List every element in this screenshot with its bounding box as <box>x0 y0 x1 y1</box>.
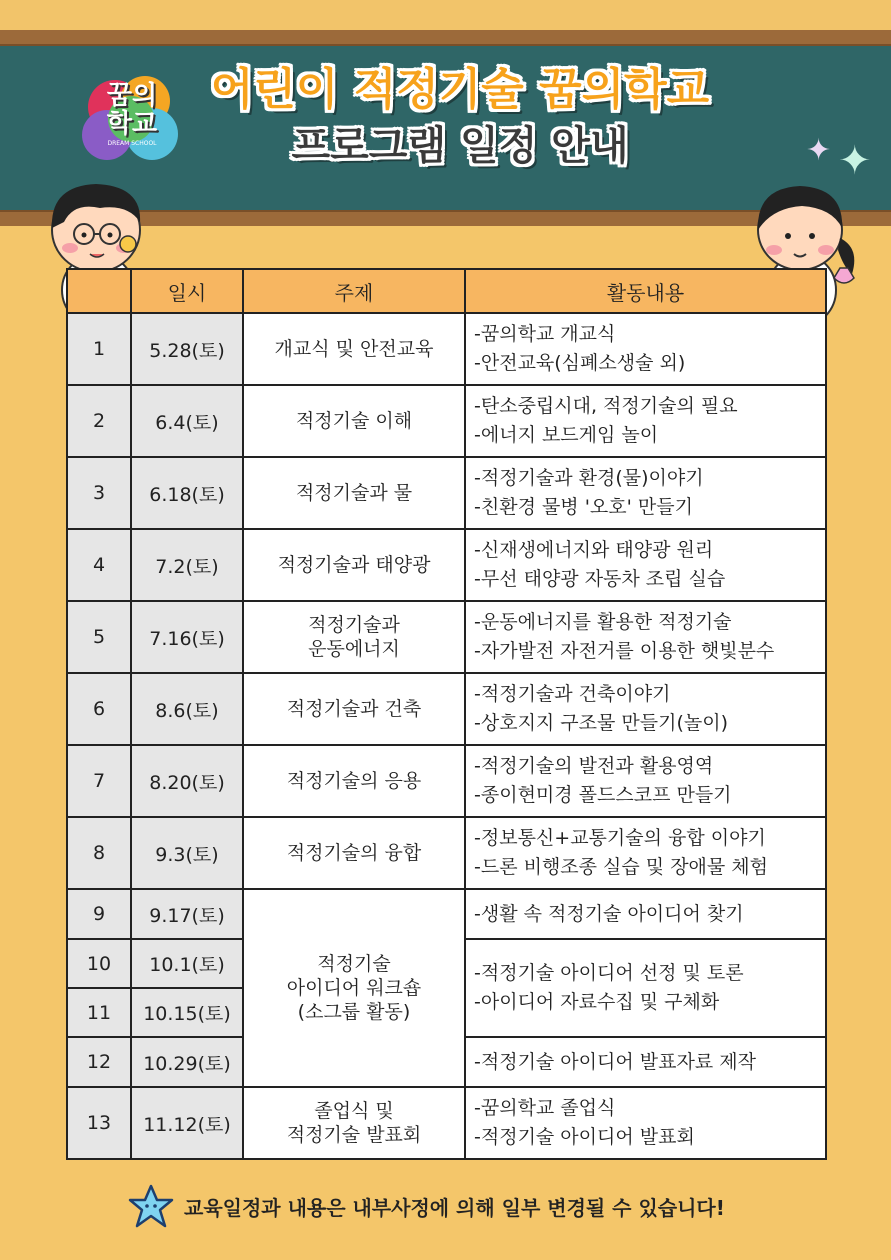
dream-school-logo <box>80 74 182 166</box>
activity-line: -친환경 물병 '오호' 만들기 <box>474 496 693 518</box>
footer-notice <box>128 1184 788 1228</box>
row-number: 5 <box>67 601 131 673</box>
row-number: 6 <box>67 673 131 745</box>
row-date: 7.16(토) <box>131 601 243 673</box>
table-row <box>67 601 826 673</box>
table-row <box>67 1087 826 1159</box>
row-topic: 적정기술의 응용 <box>243 745 465 817</box>
title-line-2: 프로그램 일정 안내 <box>291 123 629 169</box>
workshop-topic: 적정기술 아이디어 워크숍 (소그룹 활동) <box>243 889 465 1087</box>
table-row <box>67 385 826 457</box>
row-number: 12 <box>67 1037 131 1087</box>
table-row <box>67 745 826 817</box>
row-number: 10 <box>67 939 131 988</box>
row-date: 8.6(토) <box>131 673 243 745</box>
row-topic: 개교식 및 안전교육 <box>243 313 465 385</box>
table-header-row <box>67 269 826 313</box>
activity-line: -안전교육(심폐소생술 외) <box>474 352 686 374</box>
star-icon <box>128 1184 174 1228</box>
row-date: 10.15(토) <box>131 988 243 1037</box>
row-activities <box>465 529 826 601</box>
row-number: 2 <box>67 385 131 457</box>
row-date: 7.2(토) <box>131 529 243 601</box>
activity-line: -적정기술의 발전과 활용영역 <box>474 755 714 777</box>
row-date: 6.18(토) <box>131 457 243 529</box>
row-activities <box>465 745 826 817</box>
row-topic: 적정기술의 융합 <box>243 817 465 889</box>
row-topic: 적정기술과 물 <box>243 457 465 529</box>
row-activities <box>465 385 826 457</box>
row-topic: 적정기술과 운동에너지 <box>243 601 465 673</box>
row-date: 8.20(토) <box>131 745 243 817</box>
activity-line: -자가발전 자전거를 이용한 햇빛분수 <box>474 640 775 662</box>
activity-line: -에너지 보드게임 놀이 <box>474 424 659 446</box>
activity-line: -운동에너지를 활용한 적정기술 <box>474 611 732 633</box>
row-topic: 졸업식 및 적정기술 발표회 <box>243 1087 465 1159</box>
row-topic: 적정기술 이해 <box>243 385 465 457</box>
row-date: 6.4(토) <box>131 385 243 457</box>
sparkle-icon: ✦ <box>806 133 832 168</box>
row-number: 8 <box>67 817 131 889</box>
header-activities: 활동내용 <box>465 269 826 313</box>
page-title <box>170 62 750 174</box>
activity-line: -무선 태양광 자동차 조립 실습 <box>474 568 726 590</box>
row-activities <box>465 817 826 889</box>
row-date: 9.17(토) <box>131 889 243 939</box>
row-number: 13 <box>67 1087 131 1159</box>
row-topic: 적정기술과 태양광 <box>243 529 465 601</box>
activity-line: -종이현미경 폴드스코프 만들기 <box>474 784 732 806</box>
activity-line: -적정기술과 건축이야기 <box>474 683 671 705</box>
activity-line: -상호지지 구조물 만들기(놀이) <box>474 712 729 734</box>
activity-line: -신재생에너지와 태양광 원리 <box>474 539 714 561</box>
board-frame-top <box>0 30 891 46</box>
title-line-1: 어린이 적정기술 꿈의학교 <box>210 64 710 115</box>
row-number: 1 <box>67 313 131 385</box>
activity-line: -아이디어 자료수집 및 구체화 <box>474 991 720 1013</box>
header-topic: 주제 <box>243 269 465 313</box>
row-activities <box>465 1037 826 1087</box>
row-number: 7 <box>67 745 131 817</box>
activity-line: -적정기술 아이디어 선정 및 토론 <box>474 962 744 984</box>
activity-line: -드론 비행조종 실습 및 장애물 체험 <box>474 856 769 878</box>
header-number <box>67 269 131 313</box>
row-date: 11.12(토) <box>131 1087 243 1159</box>
row-activities <box>465 939 826 1037</box>
sparkle-icon: ✦ <box>838 138 872 184</box>
row-topic: 적정기술과 건축 <box>243 673 465 745</box>
activity-line: -탄소중립시대, 적정기술의 필요 <box>474 395 738 417</box>
row-activities <box>465 457 826 529</box>
table-row <box>67 817 826 889</box>
row-number: 9 <box>67 889 131 939</box>
row-activities <box>465 1087 826 1159</box>
row-activities <box>465 673 826 745</box>
logo-text: 꿈의 학교 <box>106 81 158 139</box>
row-number: 11 <box>67 988 131 1037</box>
row-date: 5.28(토) <box>131 313 243 385</box>
row-activities <box>465 313 826 385</box>
table-row <box>67 673 826 745</box>
activity-line: -꿈의학교 졸업식 <box>474 1097 616 1119</box>
activity-line: -적정기술 아이디어 발표회 <box>474 1126 695 1148</box>
activity-line: -꿈의학교 개교식 <box>474 323 616 345</box>
row-number: 4 <box>67 529 131 601</box>
table-row <box>67 889 826 939</box>
activity-line: -적정기술과 환경(물)이야기 <box>474 467 704 489</box>
row-activities <box>465 889 826 939</box>
row-date: 10.1(토) <box>131 939 243 988</box>
logo-subtext: DREAM SCHOOL <box>107 140 157 147</box>
header-date: 일시 <box>131 269 243 313</box>
table-row <box>67 457 826 529</box>
footer-note: 교육일정과 내용은 내부사정에 의해 일부 변경될 수 있습니다! <box>184 1196 725 1220</box>
row-number: 3 <box>67 457 131 529</box>
activity-line: -정보통신+교통기술의 융합 이야기 <box>474 827 766 849</box>
row-activities <box>465 601 826 673</box>
table-row <box>67 529 826 601</box>
row-date: 9.3(토) <box>131 817 243 889</box>
table-row <box>67 313 826 385</box>
top-strip <box>0 0 891 32</box>
activity-line: -적정기술 아이디어 발표자료 제작 <box>474 1050 756 1073</box>
activity-line: -생활 속 적정기술 아이디어 찾기 <box>474 902 744 925</box>
row-date: 10.29(토) <box>131 1037 243 1087</box>
schedule-table <box>66 268 827 1160</box>
